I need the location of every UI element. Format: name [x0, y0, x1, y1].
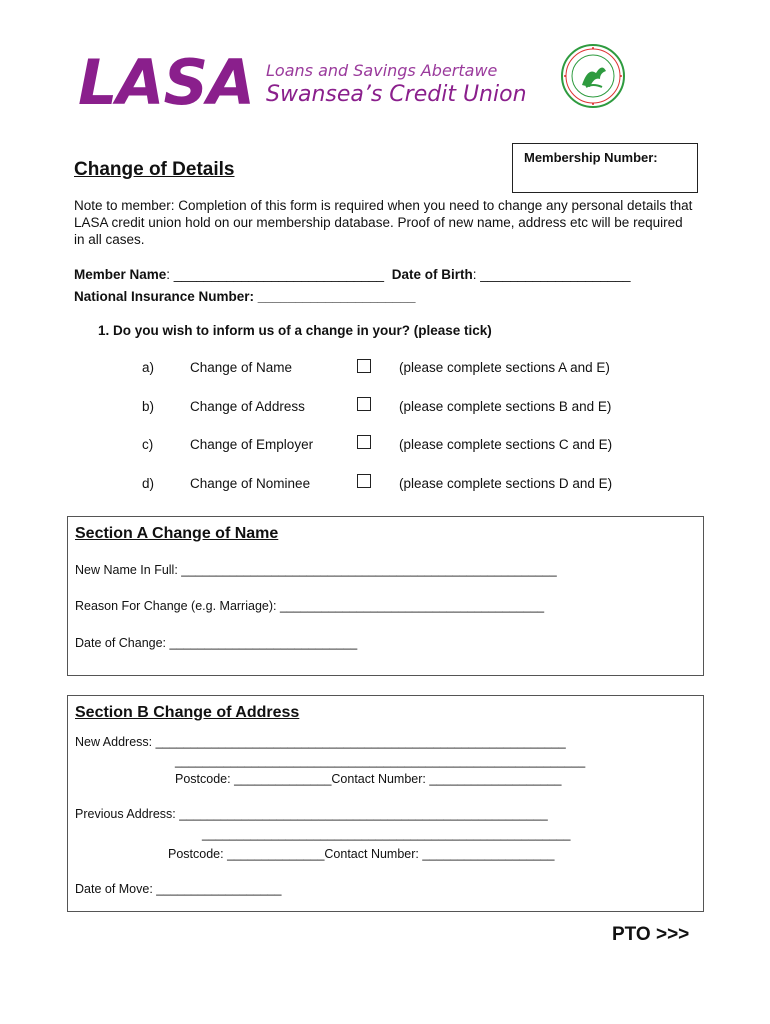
credit-union-seal-icon	[560, 43, 626, 109]
member-name-label: Member Name	[74, 267, 167, 282]
option-b-label: Change of Address	[190, 399, 305, 414]
previous-address-field[interactable]: Previous Address: _____________________________________________________	[75, 807, 548, 821]
option-a-label: Change of Name	[190, 360, 293, 375]
option-d-label: Change of Nominee	[190, 476, 311, 491]
section-a-box	[67, 516, 704, 676]
option-c-letter: c)	[142, 437, 154, 452]
member-note: Note to member: Completion of this form is required when you need to change any personal details that LASA credit union hold on our membership database. Proof of new name, address etc will be required in all cases.	[74, 198, 693, 247]
section-b-box	[67, 695, 704, 912]
reason-for-change-field[interactable]: Reason For Change (e.g. Marriage): ______________________________________	[75, 599, 545, 613]
new-address-field[interactable]: New Address: ___________________________________________________________	[75, 735, 566, 749]
date-of-change-field[interactable]: Date of Change: ___________________________	[75, 636, 358, 650]
section-a-title: Section A Change of Name	[75, 525, 279, 542]
option-b-checkbox[interactable]	[357, 397, 371, 411]
option-a-note: (please complete sections A and E)	[399, 360, 610, 375]
option-a-checkbox[interactable]	[357, 359, 371, 373]
change-question: 1. Do you wish to inform us of a change in your? (please tick)	[98, 323, 492, 338]
member-name-blank[interactable]: : ____________________________	[166, 267, 385, 282]
new-postcode-contact-field[interactable]: Postcode: ______________Contact Number: ___________________	[175, 772, 562, 786]
option-d-letter: d)	[142, 476, 155, 491]
new-name-field[interactable]: New Name In Full: ______________________________________________________	[75, 563, 557, 577]
option-c-label: Change of Employer	[190, 437, 314, 452]
logo-tagline-welsh: Loans and Savings Abertawe	[266, 61, 498, 80]
pto-text: PTO >>>	[612, 924, 690, 945]
ni-number-line[interactable]: National Insurance Number: _____________________	[74, 289, 416, 304]
logo-tagline-english: Swansea’s Credit Union	[266, 82, 527, 107]
dob-blank[interactable]: : ____________________	[472, 267, 631, 282]
option-b-letter: b)	[142, 399, 155, 414]
dob-label: Date of Birth	[391, 267, 473, 282]
lasa-logo: LASA	[78, 46, 255, 119]
previous-postcode-contact-field[interactable]: Postcode: ______________Contact Number: ___________________	[168, 847, 555, 861]
option-c-note: (please complete sections C and E)	[399, 437, 613, 452]
option-d-note: (please complete sections D and E)	[399, 476, 613, 491]
previous-address-line2-field[interactable]: _____________________________________________________	[202, 827, 571, 841]
option-b-note: (please complete sections B and E)	[399, 399, 612, 414]
option-c-checkbox[interactable]	[357, 435, 371, 449]
member-name-line[interactable]	[74, 267, 630, 282]
membership-number-box[interactable]	[512, 143, 698, 193]
option-a-letter: a)	[142, 360, 155, 375]
page-title: Change of Details	[74, 159, 235, 180]
date-of-move-field[interactable]: Date of Move: __________________	[75, 882, 282, 896]
option-d-checkbox[interactable]	[357, 474, 371, 488]
section-b-title: Section B Change of Address	[75, 704, 300, 721]
membership-number-label: Membership Number:	[524, 150, 658, 165]
new-address-line2-field[interactable]: ___________________________________________________________	[175, 754, 586, 768]
